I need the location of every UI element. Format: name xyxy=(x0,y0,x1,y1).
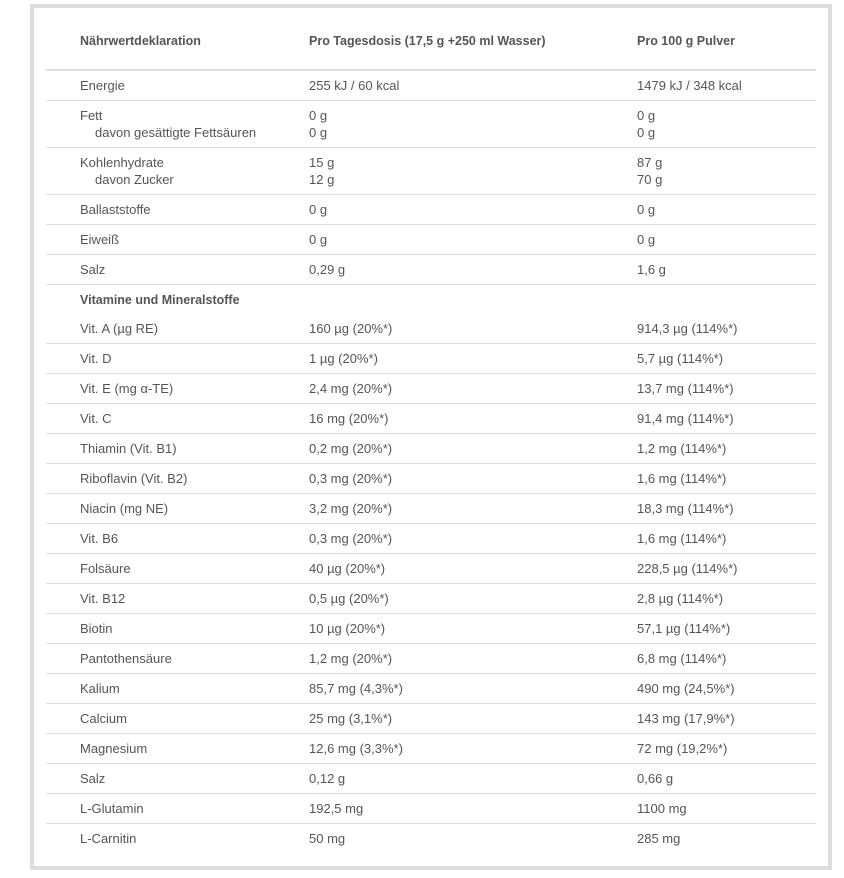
vitamin-rows xyxy=(46,314,816,853)
row-daily-value: 0,2 mg (20%*) xyxy=(309,434,637,464)
row-daily-value: 1,2 mg (20%*) xyxy=(309,644,637,674)
row-per100-value: 72 mg (19,2%*) xyxy=(637,734,816,764)
row-per100-value: 914,3 µg (114%*) xyxy=(637,314,816,344)
row-daily-value: 12,6 mg (3,3%*) xyxy=(309,734,637,764)
row-per100-value: 143 mg (17,9%*) xyxy=(637,704,816,734)
row-name: Niacin (mg NE) xyxy=(46,494,309,524)
row-name: Vit. B6 xyxy=(46,524,309,554)
table-row xyxy=(46,554,816,584)
row-per100-value: 1100 mg xyxy=(637,794,816,824)
row-per100-value: 1,6 mg (114%*) xyxy=(637,464,816,494)
row-daily-value: 0 g xyxy=(309,225,637,255)
row-per100-value: 57,1 µg (114%*) xyxy=(637,614,816,644)
row-daily-cell xyxy=(309,148,637,195)
table-row xyxy=(46,374,816,404)
table-row xyxy=(46,148,816,195)
row-name: Folsäure xyxy=(46,554,309,584)
row-per100-value: 2,8 µg (114%*) xyxy=(637,584,816,614)
table-header-row xyxy=(46,12,816,70)
row-name: L-Carnitin xyxy=(80,831,137,846)
row-sub-per100-value: 0 g xyxy=(637,125,656,140)
row-subname: davon gesättigte Fettsäuren xyxy=(95,125,257,140)
row-daily-value: 1 µg (20%*) xyxy=(309,344,637,374)
row-name: Calcium xyxy=(46,704,309,734)
row-name: Vit. B12 xyxy=(46,584,309,614)
row-daily-value: 2,4 mg (20%*) xyxy=(309,374,637,404)
section-title-vitamins-minerals: Vitamine und Mineralstoffe xyxy=(80,292,240,307)
row-name: Fett xyxy=(80,108,103,123)
row-name: Kalium xyxy=(46,674,309,704)
table-row xyxy=(46,704,816,734)
row-per100-value: 1,6 g xyxy=(637,255,816,285)
row-per100-value: 0,66 g xyxy=(637,764,816,794)
table-row xyxy=(46,434,816,464)
table-row xyxy=(46,195,816,225)
nutrition-table-frame xyxy=(30,4,832,870)
table-row xyxy=(46,794,816,824)
table-row xyxy=(46,70,816,101)
row-daily-value: 0 g xyxy=(309,108,328,123)
row-name: Magnesium xyxy=(46,734,309,764)
table-row xyxy=(46,255,816,285)
row-subname: davon Zucker xyxy=(95,172,174,187)
nutrition-table xyxy=(46,12,816,853)
table-row xyxy=(46,584,816,614)
row-per100-value: 5,7 µg (114%*) xyxy=(637,344,816,374)
table-row xyxy=(46,644,816,674)
row-daily-value: 0,3 mg (20%*) xyxy=(309,464,637,494)
row-daily-value: 192,5 mg xyxy=(309,794,637,824)
table-row xyxy=(46,524,816,554)
row-daily-value: 25 mg (3,1%*) xyxy=(309,704,637,734)
row-per100-value: 18,3 mg (114%*) xyxy=(637,494,816,524)
table-row xyxy=(46,225,816,255)
row-daily-value: 85,7 mg (4,3%*) xyxy=(309,674,637,704)
table-row xyxy=(46,101,816,148)
row-daily-value: 50 mg xyxy=(309,831,346,846)
row-per100-value: 0 g xyxy=(637,225,816,255)
row-per100-value: 0 g xyxy=(637,108,656,123)
row-name: Vit. E (mg α-TE) xyxy=(46,374,309,404)
row-per100-value: 285 mg xyxy=(637,831,681,846)
row-daily-value: 0 g xyxy=(309,195,637,225)
row-name: Salz xyxy=(46,764,309,794)
row-name: Ballaststoffe xyxy=(46,195,309,225)
row-name: Thiamin (Vit. B1) xyxy=(46,434,309,464)
row-per100-value: 0 g xyxy=(637,195,816,225)
header-nutrition-declaration: Nährwertdeklaration xyxy=(46,12,309,70)
table-row xyxy=(46,464,816,494)
header-per-daily-dose: Pro Tagesdosis (17,5 g +250 ml Wasser) xyxy=(309,12,637,70)
row-name: Eiweiß xyxy=(46,225,309,255)
table-row xyxy=(46,674,816,704)
row-per100-value: 1,2 mg (114%*) xyxy=(637,434,816,464)
row-sub-per100-value: 70 g xyxy=(637,172,663,187)
row-per100-value: 87 g xyxy=(637,155,663,170)
row-daily-value: 40 µg (20%*) xyxy=(309,554,637,584)
row-name: Salz xyxy=(46,255,309,285)
row-name: Biotin xyxy=(46,614,309,644)
row-daily-value: 0,29 g xyxy=(309,255,637,285)
row-daily-value: 15 g xyxy=(309,155,335,170)
row-name: Vit. A (µg RE) xyxy=(46,314,309,344)
row-name: Vit. C xyxy=(46,404,309,434)
row-name: Pantothensäure xyxy=(46,644,309,674)
row-per100-value: 91,4 mg (114%*) xyxy=(637,404,816,434)
row-daily-cell xyxy=(309,101,637,148)
section-header-row xyxy=(46,285,816,315)
row-per100-value: 490 mg (24,5%*) xyxy=(637,674,816,704)
header-per-100g: Pro 100 g Pulver xyxy=(637,12,816,70)
table-row xyxy=(46,764,816,794)
row-name: Vit. D xyxy=(46,344,309,374)
row-daily-value: 16 mg (20%*) xyxy=(309,404,637,434)
table-row xyxy=(46,734,816,764)
row-daily-value: 0,5 µg (20%*) xyxy=(309,584,637,614)
row-name-cell xyxy=(46,101,309,148)
table-row xyxy=(46,824,816,854)
row-name: Kohlenhydrate xyxy=(80,155,164,170)
row-name: Energie xyxy=(46,70,309,101)
row-name-cell xyxy=(46,148,309,195)
row-per100-value: 228,5 µg (114%*) xyxy=(637,554,816,584)
row-sub-daily-value: 12 g xyxy=(309,172,335,187)
table-row xyxy=(46,314,816,344)
row-daily-value: 255 kJ / 60 kcal xyxy=(309,70,637,101)
row-daily-value: 0,12 g xyxy=(309,764,637,794)
row-sub-daily-value: 0 g xyxy=(309,125,328,140)
row-per100-cell xyxy=(637,101,816,148)
table-row xyxy=(46,404,816,434)
row-name: Riboflavin (Vit. B2) xyxy=(46,464,309,494)
row-per100-cell xyxy=(637,148,816,195)
row-per100-value: 1479 kJ / 348 kcal xyxy=(637,70,816,101)
row-daily-value: 3,2 mg (20%*) xyxy=(309,494,637,524)
row-daily-value: 160 µg (20%*) xyxy=(309,314,637,344)
row-per100-value: 13,7 mg (114%*) xyxy=(637,374,816,404)
row-daily-value: 0,3 mg (20%*) xyxy=(309,524,637,554)
table-row xyxy=(46,614,816,644)
row-per100-value: 6,8 mg (114%*) xyxy=(637,644,816,674)
row-daily-value: 10 µg (20%*) xyxy=(309,614,637,644)
row-name: L-Glutamin xyxy=(46,794,309,824)
table-row xyxy=(46,494,816,524)
table-row xyxy=(46,344,816,374)
row-per100-value: 1,6 mg (114%*) xyxy=(637,524,816,554)
